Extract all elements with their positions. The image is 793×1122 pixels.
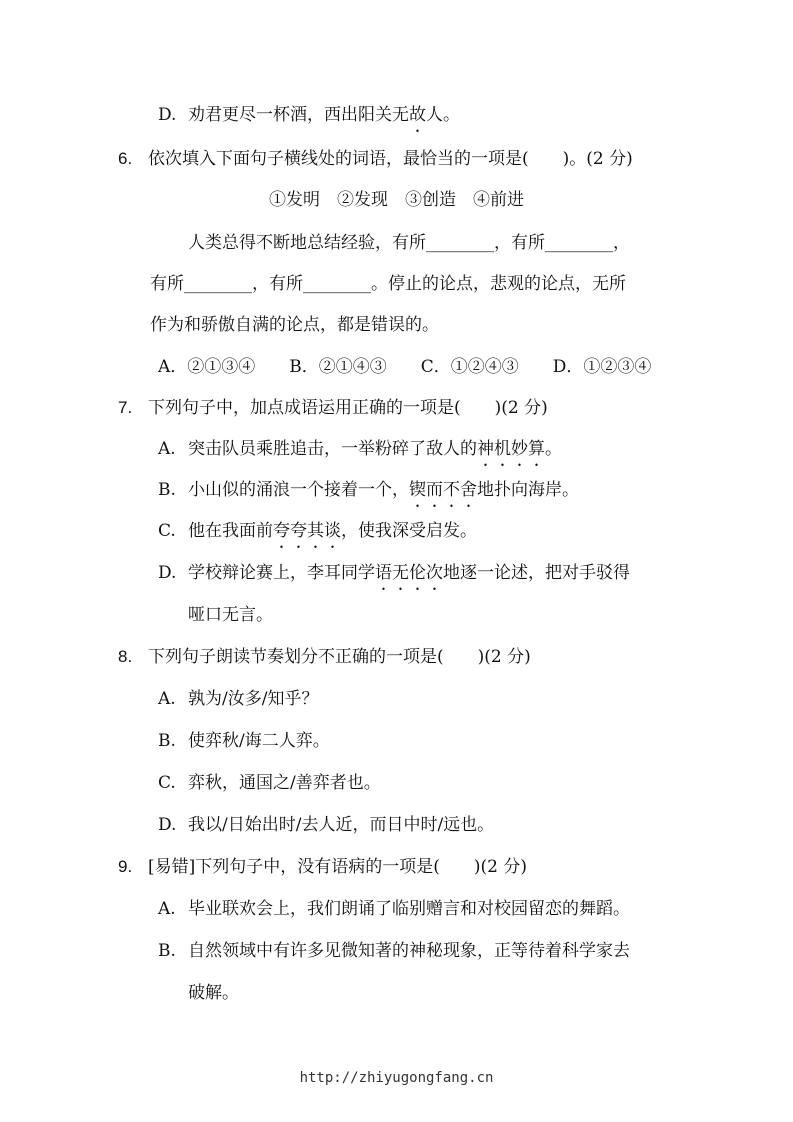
q7-option-b	[158, 478, 579, 502]
question-text: 依次填入下面句子横线处的词语，最恰当的一项是( )。(2 分)	[148, 149, 633, 169]
dotted-char: 神	[477, 439, 494, 459]
dotted-char: 语	[375, 563, 392, 583]
question-9-stem	[118, 855, 527, 879]
option-label: D.	[158, 563, 177, 583]
option-label: B.	[158, 731, 176, 751]
q6-options: A．②①③④ B．②①④③ C．①②④③ D．①②③④	[158, 357, 652, 377]
option-text: 他在我面前	[188, 521, 273, 541]
q7-option-d	[158, 561, 630, 585]
dotted-char: 夸	[290, 521, 307, 541]
question-text: 下列句子朗读节奏划分不正确的一项是( )(2 分)	[148, 647, 531, 667]
dotted-char: 舍	[460, 480, 477, 500]
q6-passage-line-2: 有所________，有所________。停止的论点，悲观的论点，无所	[150, 274, 626, 294]
option-text: 小山似的涌浪一个接着一个，	[188, 480, 409, 500]
dotted-char: 谈	[324, 521, 341, 541]
dotted-char: 锲	[409, 480, 426, 500]
option-text: 孰为/汝多/知乎？	[188, 689, 319, 709]
dotted-char: 故	[409, 105, 426, 125]
dotted-char: 无	[392, 563, 409, 583]
option-label: D.	[158, 815, 177, 835]
option-text: 学校辩论赛上，李耳同学	[188, 563, 375, 583]
option-text: 使弈秋/诲二人弈。	[188, 731, 330, 751]
q9-option-a	[158, 897, 630, 921]
option-text: 弈秋，通国之/善弈者也。	[188, 773, 381, 793]
q7-option-c	[158, 519, 477, 543]
q9-option-b-continued: 破解。	[188, 983, 239, 1003]
option-text: 毕业联欢会上，我们朗诵了临别赠言和对校园留恋的舞蹈。	[188, 899, 630, 919]
question-7-stem	[118, 396, 548, 420]
option-text: 我以/日始出时/去人近，而日中时/远也。	[188, 815, 495, 835]
option-label: A.	[158, 439, 176, 459]
option-label: B.	[158, 941, 176, 961]
option-text: 劝君更尽一杯酒，西出阳关无	[188, 105, 409, 125]
q6-passage-line-1: 人类总得不断地总结经验，有所________，有所________，	[188, 233, 630, 253]
q8-option-a	[158, 687, 318, 711]
option-text-end: 人。	[426, 105, 460, 125]
option-label: C.	[158, 773, 176, 793]
question-number: 8.	[118, 647, 133, 666]
dotted-char: 夸	[273, 521, 290, 541]
dotted-char: 其	[307, 521, 324, 541]
q6-word-choices: ①发明 ②发现 ③创造 ④前进	[269, 190, 524, 210]
option-text: 自然领域中有许多见微知著的神秘现象，正等待着科学家去	[188, 941, 630, 961]
dotted-char: 伦	[409, 563, 426, 583]
dotted-char: 而	[426, 480, 443, 500]
q8-option-c	[158, 771, 381, 795]
option-label: A.	[158, 899, 176, 919]
q6-passage-line-3: 作为和骄傲自满的论点，都是错误的。	[150, 315, 439, 335]
question-6-stem	[118, 147, 633, 171]
question-8-stem	[118, 645, 531, 669]
option-text-end: 地扑向海岸。	[477, 480, 579, 500]
q9-option-b	[158, 939, 630, 963]
option-label: C.	[158, 521, 176, 541]
q7-option-a	[158, 437, 562, 461]
option-text: 突击队员乘胜追击，一举粉碎了敌人的	[188, 439, 477, 459]
question-number: 7.	[118, 398, 133, 417]
q8-option-b	[158, 729, 330, 753]
dotted-char: 不	[443, 480, 460, 500]
option-label: D.	[158, 105, 177, 125]
option-label: A.	[158, 689, 176, 709]
question-number: 9.	[118, 857, 133, 876]
dotted-char: 算	[528, 439, 545, 459]
option-label: B.	[158, 480, 176, 500]
option-text-end: 。	[545, 439, 562, 459]
question-text: 下列句子中，加点成语运用正确的一项是( )(2 分)	[148, 398, 548, 418]
option-text-end: 地逐一论述，把对手驳得	[443, 563, 630, 583]
dotted-char: 次	[426, 563, 443, 583]
option-text-end: ，使我深受启发。	[341, 521, 477, 541]
q7-option-d-continued: 哑口无言。	[188, 605, 273, 625]
q5-option-d	[158, 103, 460, 127]
dotted-char: 妙	[511, 439, 528, 459]
q8-option-d	[158, 813, 494, 837]
footer-url: http://zhiyugongfang.cn	[299, 1070, 494, 1086]
dotted-char: 机	[494, 439, 511, 459]
question-text: [易错]下列句子中，没有语病的一项是( )(2 分)	[148, 857, 528, 877]
question-number: 6.	[118, 149, 133, 168]
